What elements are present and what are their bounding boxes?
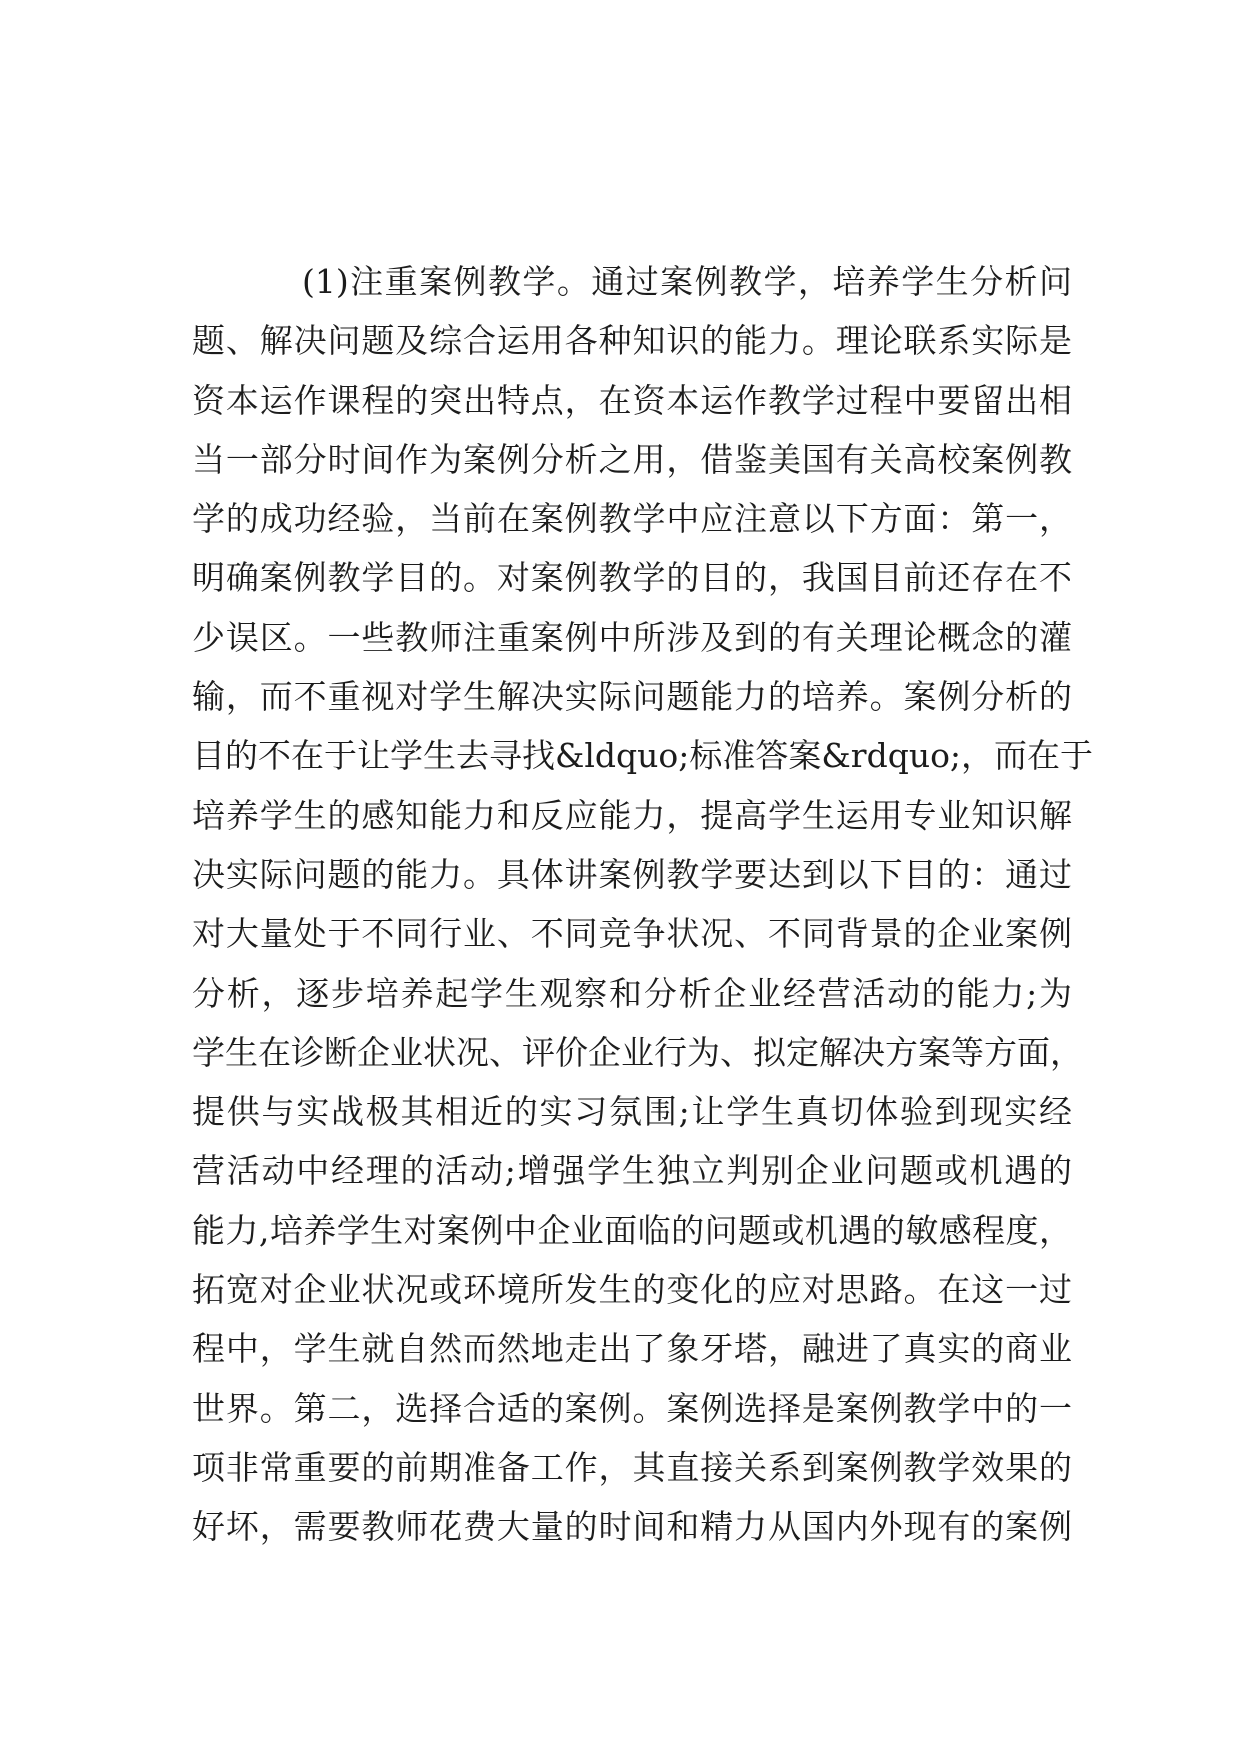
body-paragraph bbox=[192, 252, 1094, 1557]
text-line: 拓宽对企业状况或环境所发生的变化的应对思路。在这一过 bbox=[192, 1270, 1072, 1310]
text-line: 能力,培养学生对案例中企业面临的问题或机遇的敏感程度， bbox=[192, 1210, 1072, 1250]
text-line: 决实际问题的能力。具体讲案例教学要达到以下目的：通过 bbox=[192, 854, 1072, 894]
text-line: 培养学生的感知能力和反应能力，提高学生运用专业知识解 bbox=[192, 795, 1072, 835]
text-line: 少误区。一些教师注重案例中所涉及到的有关理论概念的灌 bbox=[192, 617, 1072, 657]
text-line: 目的不在于让学生去寻找&ldquo;标准答案&rdquo;，而在于 bbox=[192, 736, 1094, 776]
text-line: 学生在诊断企业状况、评价企业行为、拟定解决方案等方面， bbox=[192, 1032, 1083, 1072]
text-line: 资本运作课程的突出特点，在资本运作教学过程中要留出相 bbox=[192, 380, 1072, 420]
text-line: 学的成功经验，当前在案例教学中应注意以下方面：第一， bbox=[192, 499, 1072, 539]
text-line: 程中，学生就自然而然地走出了象牙塔，融进了真实的商业 bbox=[192, 1329, 1072, 1369]
text-line: 项非常重要的前期准备工作，其直接关系到案例教学效果的 bbox=[192, 1447, 1072, 1487]
text-line: 明确案例教学目的。对案例教学的目的，我国目前还存在不 bbox=[192, 558, 1072, 598]
text-line: 世界。第二，选择合适的案例。案例选择是案例教学中的一 bbox=[192, 1388, 1072, 1428]
text-line: 好坏，需要教师花费大量的时间和精力从国内外现有的案例 bbox=[192, 1507, 1072, 1547]
text-line: 当一部分时间作为案例分析之用，借鉴美国有关高校案例教 bbox=[192, 439, 1072, 479]
text-line: 对大量处于不同行业、不同竞争状况、不同背景的企业案例 bbox=[192, 914, 1072, 954]
text-line: 输，而不重视对学生解决实际问题能力的培养。案例分析的 bbox=[192, 677, 1072, 717]
text-line: 营活动中经理的活动;增强学生独立判别企业问题或机遇的 bbox=[192, 1151, 1072, 1191]
text-line: 提供与实战极其相近的实习氛围;让学生真切体验到现实经 bbox=[192, 1092, 1072, 1132]
text-line: 分析，逐步培养起学生观察和分析企业经营活动的能力;为 bbox=[192, 973, 1072, 1013]
text-line: 题、解决问题及综合运用各种知识的能力。理论联系实际是 bbox=[192, 321, 1072, 361]
text-line: (1)注重案例教学。通过案例教学，培养学生分析问 bbox=[302, 262, 1072, 301]
